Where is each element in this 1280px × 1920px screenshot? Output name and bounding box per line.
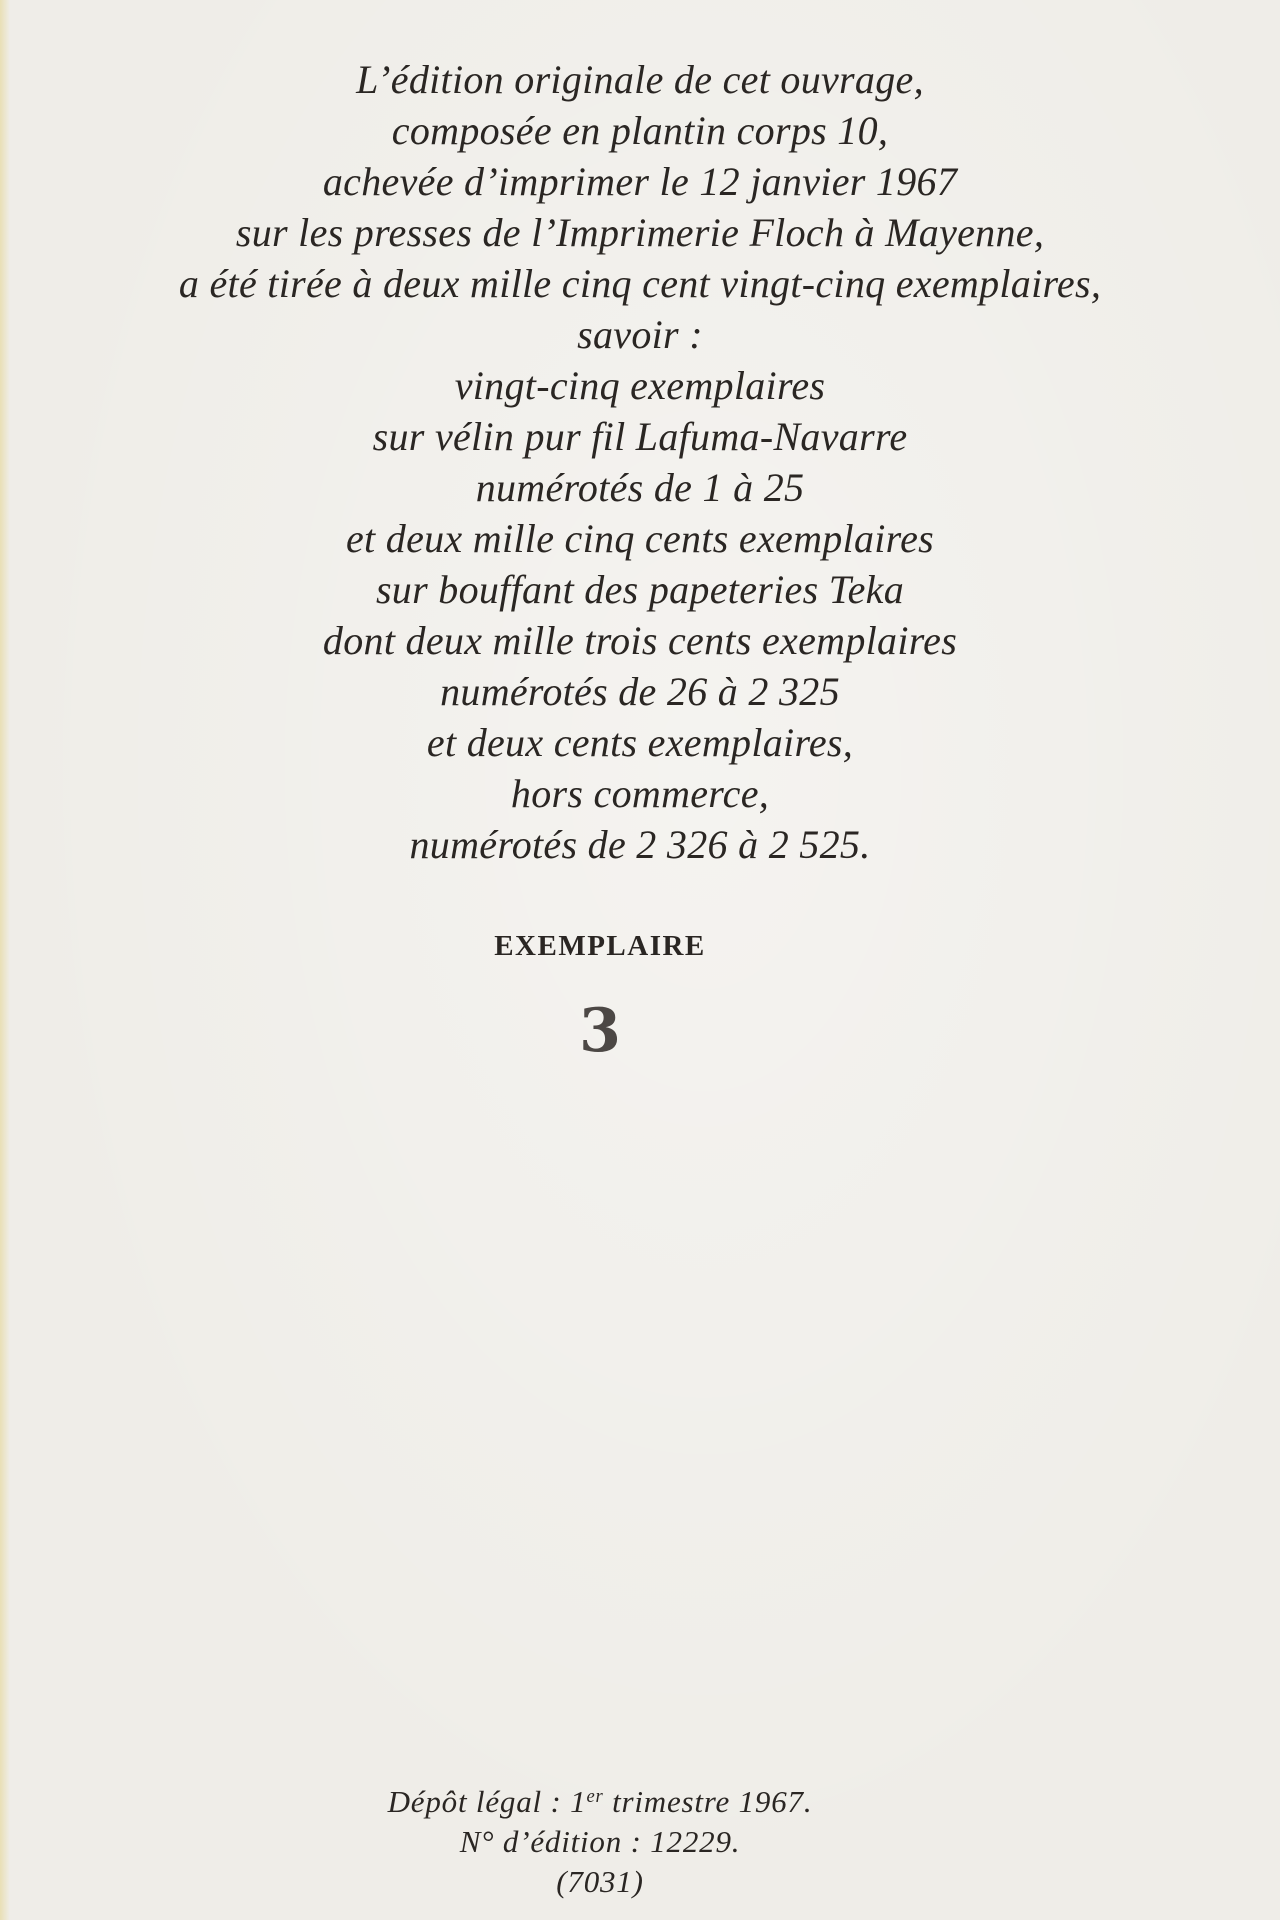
- colophon-line: hors commerce,: [510, 771, 770, 816]
- legal-deposit-suffix: trimestre 1967.: [603, 1784, 813, 1819]
- colophon-line: et deux mille cinq cents exemplaires: [346, 516, 934, 561]
- colophon-line: dont deux mille trois cents exemplaires: [322, 618, 958, 663]
- colophon-line: savoir :: [577, 312, 703, 357]
- colophon-text: [90, 54, 1190, 870]
- copy-label: EXEMPLAIRE: [494, 930, 706, 962]
- print-code: (7031): [556, 1864, 644, 1899]
- legal-deposit-line: [0, 1782, 1200, 1822]
- legal-deposit-superscript: er: [586, 1785, 604, 1807]
- colophon-line: et deux cents exemplaires,: [426, 720, 854, 765]
- copy-number: 3: [579, 996, 621, 1066]
- colophon-line: a été tirée à deux mille cinq cent vingt-cinq exemplaires,: [178, 261, 1102, 306]
- colophon-line: sur les presses de l’Imprimerie Floch à Mayenne,: [235, 210, 1045, 255]
- legal-deposit-block: [0, 1782, 1200, 1902]
- colophon-line: sur vélin pur fil Lafuma-Navarre: [372, 414, 908, 459]
- colophon-line: numérotés de 2 326 à 2 525.: [409, 822, 871, 867]
- legal-deposit-prefix: Dépôt légal : 1: [387, 1784, 587, 1819]
- colophon-line: numérotés de 26 à 2 325: [440, 669, 840, 714]
- colophon-line: achevée d’imprimer le 12 janvier 1967: [322, 159, 958, 204]
- colophon-line: vingt-cinq exemplaires: [454, 363, 826, 408]
- edition-number: N° d’édition : 12229.: [459, 1824, 741, 1859]
- colophon-line: sur bouffant des papeteries Teka: [375, 567, 905, 612]
- colophon-line: numérotés de 1 à 25: [475, 465, 805, 510]
- colophon-line: L’édition originale de cet ouvrage,: [356, 57, 924, 102]
- colophon-line: composée en plantin corps 10,: [391, 108, 889, 153]
